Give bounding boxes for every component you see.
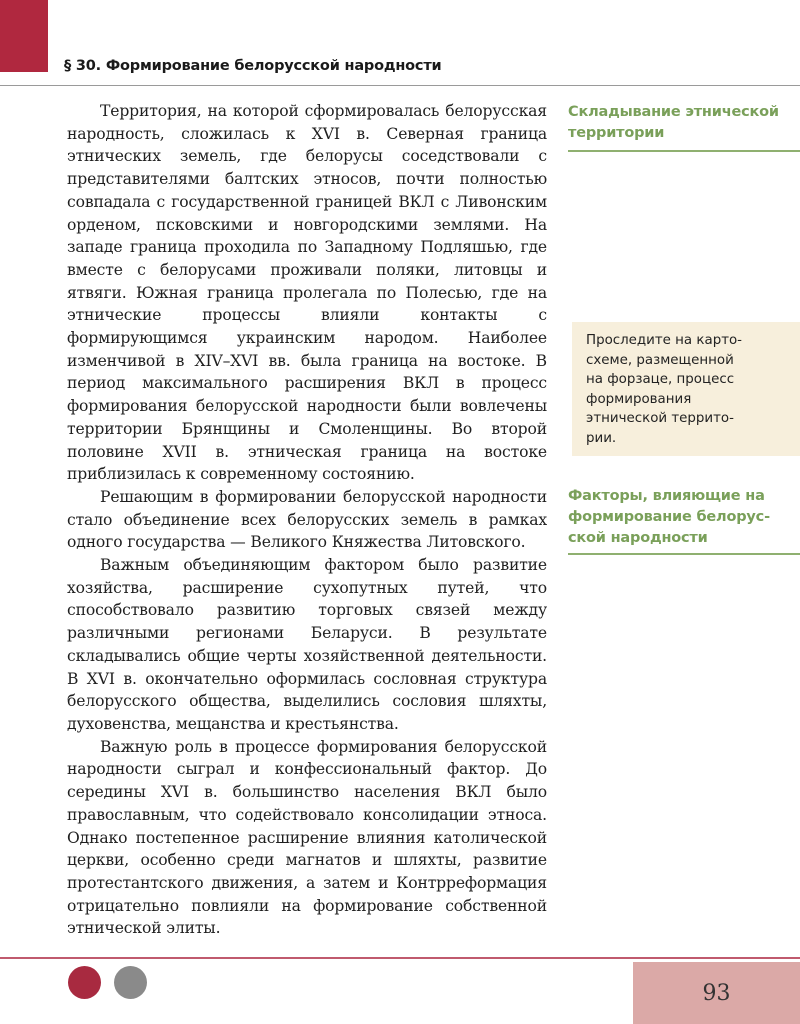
page-number-box bbox=[633, 962, 800, 1024]
heading-line: ской народности bbox=[568, 530, 708, 546]
section-title: § 30. Формирование белорусской народности bbox=[64, 58, 442, 74]
paragraph-confession: Важную роль в процессе формирования белорусской народности сыграл и конфессиональный фактор. До середины XVI в. большинство населения ВКЛ было православным, что содействовало консолидации этноса. Однако постепенное расширение влияния католической церкви, особенно среди магнатов и шляхты, развитие протестантского движения, а затем и Контрреформация отрицательно повлияли на формирование собственной этнической элиты. bbox=[67, 737, 547, 938]
page-number: 93 bbox=[702, 980, 731, 1006]
sidebar-heading-divider bbox=[568, 150, 800, 152]
task-box bbox=[572, 322, 800, 456]
red-circle-icon bbox=[68, 966, 101, 999]
task-line: Проследите на карто- bbox=[586, 333, 743, 348]
footer-divider bbox=[0, 957, 800, 959]
paragraph-economy: Важным объединяющим фактором было развитие хозяйства, расширение сухопутных путей, что способствовало развитию торговых связей между различными регионами Беларуси. В результате складывались общие черты хозяйственной деятельности. В XVI в. окончательно оформилась сословная структура белорусского общества, выделились сословия шляхты, духовенства, мещанства и крестьянства. bbox=[67, 556, 547, 733]
task-line: на форзаце, процесс bbox=[586, 372, 735, 387]
task-line: формирования bbox=[586, 391, 692, 407]
sidebar-heading-factors bbox=[568, 486, 793, 549]
task-line: схеме, размещенной bbox=[586, 352, 734, 368]
main-text-column bbox=[67, 100, 547, 940]
header-divider bbox=[0, 85, 800, 86]
heading-line: Складывание этнической bbox=[568, 104, 779, 120]
paragraph-territory: Территория, на которой сформировалась белорусская народность, сложилась к XVI в. Северная граница этнических земель, где белорусы соседствовали с представителями балтских этносов, почти полностью совпадала с государственной границей ВКЛ с Ливонским орденом, псковскими и новгородскими землями. На западе граница проходила по Западному Подляшью, где вместе с белорусами проживали поляки, литовцы и ятвяги. Южная граница пролегала по Полесью, где на этнические процессы влияли контакты с формирующимся украинским народом. Наиболее изменчивой в XIV–XVI вв. была граница на востоке. В период максимального расширения ВКЛ в процесс формирования белорусской народности были вовлечены территории Брянщины и Смоленщины. Во второй половине XVII в. этническая граница на востоке приблизилась к современному состоянию. bbox=[67, 102, 547, 484]
task-line: этнической террито- bbox=[586, 411, 734, 426]
gray-circle-icon bbox=[114, 966, 147, 999]
corner-color-block bbox=[0, 0, 48, 72]
task-line: рии. bbox=[586, 430, 617, 446]
heading-line: Факторы, влияющие на bbox=[568, 488, 765, 504]
sidebar-heading-territory bbox=[568, 102, 793, 144]
heading-line: формирование белорус- bbox=[568, 509, 770, 525]
paragraph-unification: Решающим в формировании белорусской народности стало объединение всех белорусских земель в рамках одного государства — Великого Княжества Литовского. bbox=[67, 487, 547, 552]
heading-line: территории bbox=[568, 125, 665, 141]
sidebar-heading-divider bbox=[568, 553, 800, 555]
